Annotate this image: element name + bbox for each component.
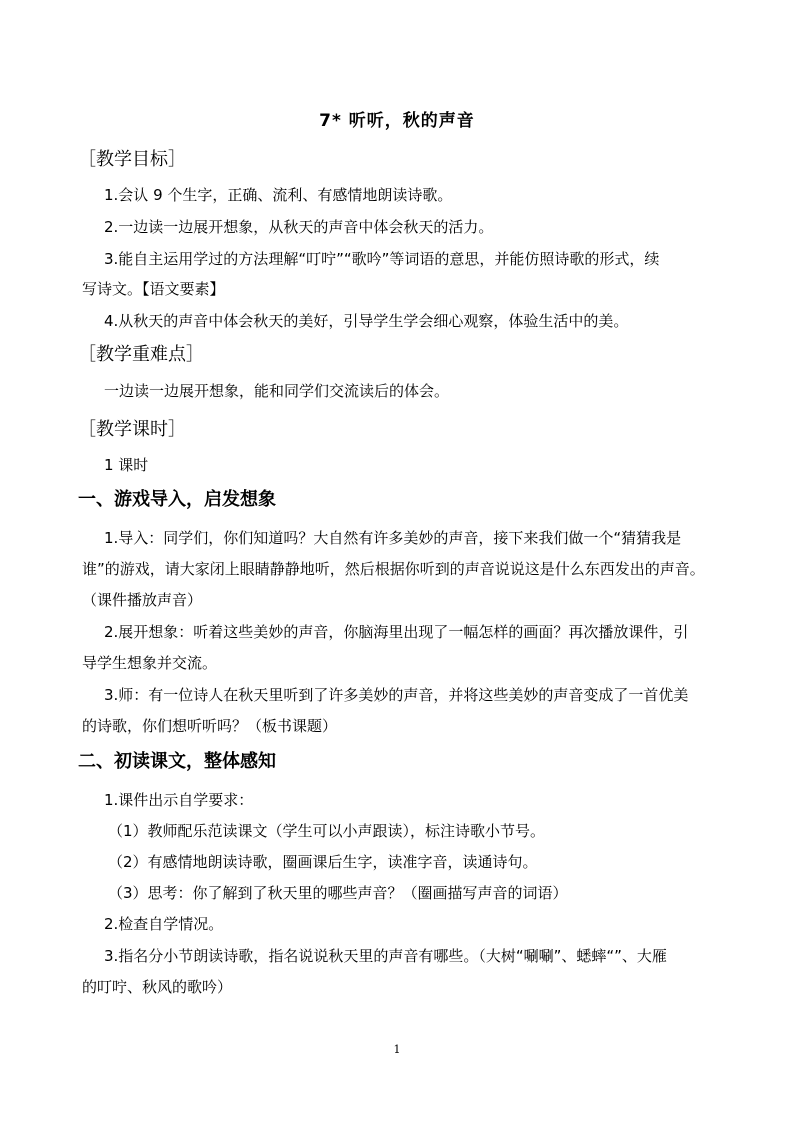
document-title: 7* 听听，秋的声音	[319, 111, 475, 131]
goal-item-3-cont: 写诗文。【语文要素】	[82, 280, 225, 298]
goal-item-2: 2.一边读一边展开想象，从秋天的声音中体会秋天的活力。	[104, 218, 494, 236]
part2-line-4: （3）思考：你了解到了秋天里的哪些声音？（圈画描写声音的词语）	[108, 884, 568, 902]
goal-item-4: 4.从秋天的声音中体会秋天的美好，引导学生学会细心观察，体验生活中的美。	[104, 312, 629, 330]
part1-line-1: 1.导入：同学们，你们知道吗？大自然有许多美妙的声音，接下来我们做一个“猜猜我是	[104, 529, 682, 547]
keypoints-text: 一边读一边展开想象，能和同学们交流读后的体会。	[104, 382, 450, 400]
section-heading-part1: 一、游戏导入，启发想象	[78, 489, 276, 510]
part2-line-7: 的叮咛、秋风的歌吟）	[82, 978, 233, 996]
section-heading-hours: ［教学课时］	[78, 419, 186, 440]
part2-line-5: 2.检查自学情况。	[104, 915, 224, 933]
section-heading-goals: ［教学目标］	[78, 149, 186, 170]
section-heading-keypoints: ［教学重难点］	[78, 344, 204, 365]
goal-item-3: 3.能自主运用学过的方法理解“叮咛”“歌吟”等词语的意思，并能仿照诗歌的形式，续	[104, 250, 660, 268]
page-number: 1	[393, 1043, 401, 1056]
part1-line-3: （课件播放声音）	[82, 591, 203, 609]
part1-line-6: 3.师：有一位诗人在秋天里听到了许多美妙的声音，并将这些美妙的声音变成了一首优美	[104, 686, 689, 704]
part2-line-6: 3.指名分小节朗读诗歌，指名说说秋天里的声音有哪些。（大树“唰唰”、蟋蟀“”、大雁	[104, 947, 667, 965]
part2-line-1: 1.课件出示自学要求：	[104, 791, 254, 809]
part1-line-7: 的诗歌，你们想听听吗？（板书课题）	[82, 717, 338, 735]
goal-item-1: 1.会认 9 个生字，正确、流利、有感情地朗读诗歌。	[104, 186, 453, 204]
part2-line-2: （1）教师配乐范读课文（学生可以小声跟读），标注诗歌小节号。	[108, 822, 546, 840]
section-heading-part2: 二、初读课文，整体感知	[78, 751, 276, 772]
part2-line-3: （2）有感情地朗读诗歌，圈画课后生字，读准字音，读通诗句。	[108, 853, 538, 871]
part1-line-5: 导学生想象并交流。	[82, 654, 218, 672]
part1-line-4: 2.展开想象：听着这些美妙的声音，你脑海里出现了一幅怎样的画面？再次播放课件，引	[104, 623, 689, 641]
part1-line-2: 谁”的游戏，请大家闭上眼睛静静地听，然后根据你听到的声音说说这是什么东西发出的声音。	[82, 560, 705, 578]
hours-text: 1 课时	[104, 456, 149, 474]
